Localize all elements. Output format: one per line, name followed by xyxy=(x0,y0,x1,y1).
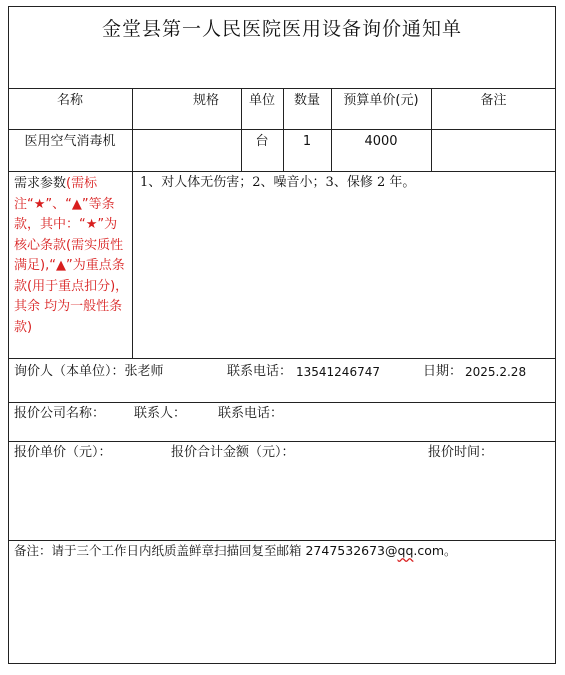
footer-note-prefix: 备注：请于三个工作日内纸质盖鲜章扫描回复至邮箱 2747532673@ xyxy=(14,543,398,558)
divider-price xyxy=(8,540,556,541)
requirements-note-c: ”为核心条款(需实质性满足),“ xyxy=(14,217,124,273)
requirements-note-a: ”、“ xyxy=(45,196,72,212)
inquirer-phone-label: 联系电话： xyxy=(227,364,293,379)
col-divider-1 xyxy=(132,88,133,171)
quote-time-label: 报价时间： xyxy=(428,445,494,460)
footer-note xyxy=(14,542,457,559)
inquirer-phone: 13541246747 xyxy=(296,365,380,379)
item-budget: 4000 xyxy=(364,134,398,149)
header-name: 名称 xyxy=(56,93,83,108)
inquirer-label: 询价人（本单位）：张老师 xyxy=(14,364,164,379)
divider-header xyxy=(8,129,556,130)
triangle-icon: ▲ xyxy=(55,258,66,273)
requirements-note-d: ”为重点条款(用于重点扣分)，其余 均为一般性条款) xyxy=(14,258,129,335)
total-amount-label: 报价合计金额（元）： xyxy=(171,445,295,460)
requirements-content: 1、对人体无伤害；2、噪音小；3、保修 2 年。 xyxy=(140,175,416,190)
star-icon: ★ xyxy=(85,217,98,232)
footer-note-suffix: .com。 xyxy=(413,543,457,558)
header-remark: 备注 xyxy=(480,93,507,108)
company-phone-label: 联系电话： xyxy=(218,406,284,421)
company-label: 报价公司名称： xyxy=(14,406,106,421)
req-divider xyxy=(132,171,133,358)
requirements-note-open: (需标注“ xyxy=(14,176,98,212)
requirements-label xyxy=(14,174,130,338)
item-qty: 1 xyxy=(302,134,312,149)
page-title: 金堂县第一人民医院医用设备询价通知单 xyxy=(101,18,462,40)
item-name: 医用空气消毒机 xyxy=(24,134,116,149)
header-unit: 单位 xyxy=(248,93,275,108)
unit-price-label: 报价单价（元）： xyxy=(14,445,112,460)
requirements-note-b: ”等条款，其中：“ xyxy=(14,196,115,232)
header-spec: 规格 xyxy=(193,93,220,108)
divider-title xyxy=(8,88,556,89)
divider-inquirer xyxy=(8,402,556,403)
requirements-title: 需求参数 xyxy=(14,176,67,191)
inquirer-date: 2025.2.28 xyxy=(465,365,527,379)
divider-company xyxy=(8,441,556,442)
contact-label: 联系人： xyxy=(134,406,187,421)
divider-item xyxy=(8,171,556,172)
footer-note-domain: qq xyxy=(397,543,414,558)
inquirer-date-label: 日期： xyxy=(423,364,463,379)
divider-requirements xyxy=(8,358,556,359)
star-icon: ★ xyxy=(33,196,46,212)
triangle-icon: ▲ xyxy=(71,196,82,212)
item-unit: 台 xyxy=(255,134,269,149)
header-qty: 数量 xyxy=(293,93,320,108)
header-budget: 预算单价(元) xyxy=(343,93,419,108)
